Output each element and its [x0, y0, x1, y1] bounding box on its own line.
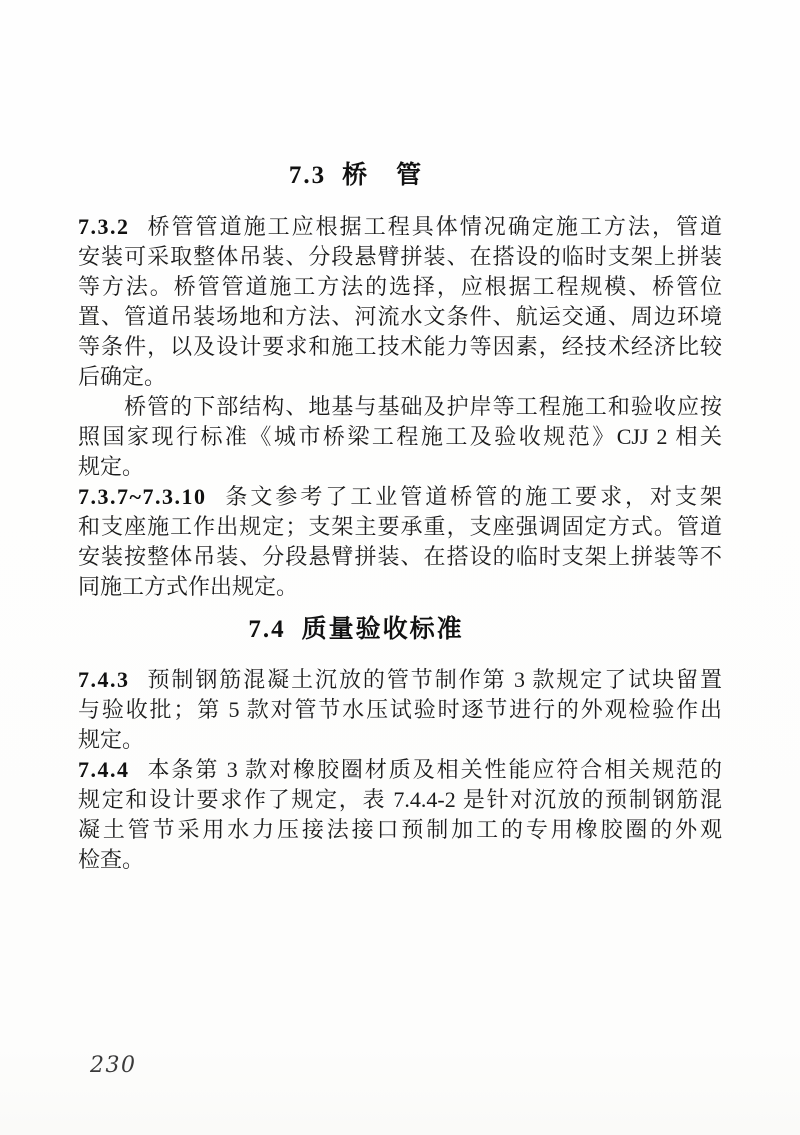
- line-text: 本条第 3 款对橡胶圈材质及相关性能应符合相关规范的: [145, 757, 722, 782]
- clause-number: 7.3.2: [78, 214, 130, 239]
- section-number: 7.4: [248, 616, 286, 643]
- text-line: [78, 422, 722, 452]
- text-line: [78, 302, 722, 332]
- text-line: [78, 392, 722, 422]
- text-line: [78, 542, 722, 572]
- page-number: 230: [90, 1053, 137, 1078]
- section-heading: [78, 160, 722, 192]
- section-number: 7.3: [288, 162, 327, 189]
- section-title: 质量验收标准: [301, 616, 464, 643]
- line-text: 和支座施工作出规定；支架主要承重，支座强调固定方式。管道: [78, 514, 722, 539]
- text-line: [78, 512, 722, 542]
- line-text: 等方法。桥管管道施工方法的选择，应根据工程规模、桥管位: [78, 274, 722, 299]
- text-line: [78, 845, 722, 875]
- line-text: 桥管的下部结构、地基与基础及护岸等工程施工和验收应按: [78, 394, 722, 419]
- line-text: 同施工方式作出规定。: [78, 574, 299, 599]
- text-line: [78, 332, 722, 362]
- line-text: 规定和设计要求作了规定，表 7.4.4-2 是针对沉放的预制钢筋混: [78, 787, 722, 812]
- text-line: [78, 785, 722, 815]
- text-line: [78, 572, 722, 602]
- line-text: 预制钢筋混凝土沉放的管节制作第 3 款规定了试块留置: [145, 667, 722, 692]
- text-line: [78, 452, 722, 482]
- text-line: [78, 272, 722, 302]
- text-line: [78, 725, 722, 755]
- line-text: 安装按整体吊装、分段悬臂拼装、在搭设的临时支架上拼装等不: [78, 544, 722, 569]
- clause-number: 7.3.7~7.3.10: [78, 484, 207, 509]
- text-line: [78, 242, 722, 272]
- line-text: 安装可采取整体吊装、分段悬臂拼装、在搭设的临时支架上拼装: [78, 244, 722, 269]
- line-text: 桥管管道施工应根据工程具体情况确定施工方法，管道: [145, 214, 722, 239]
- section-heading: [78, 614, 722, 646]
- line-text: 规定。: [78, 727, 145, 752]
- line-text: 条文参考了工业管道桥管的施工要求，对支架: [222, 484, 722, 509]
- text-line: [78, 755, 722, 785]
- line-text: 检查。: [78, 847, 145, 872]
- text-line: [78, 665, 722, 695]
- line-text: 置、管道吊装场地和方法、河流水文条件、航运交通、周边环境: [78, 304, 722, 329]
- line-text: 与验收批；第 5 款对管节水压试验时逐节进行的外观检验作出: [78, 697, 722, 722]
- line-text: 后确定。: [78, 364, 167, 389]
- line-text: 凝土管节采用水力压接法接口预制加工的专用橡胶圈的外观: [78, 817, 722, 842]
- line-text: 等条件，以及设计要求和施工技术能力等因素，经技术经济比较: [78, 334, 722, 359]
- text-line: [78, 362, 722, 392]
- text-line: [78, 212, 722, 242]
- text-column: [78, 160, 722, 875]
- text-line: [78, 482, 722, 512]
- line-text: 照国家现行标准《城市桥梁工程施工及验收规范》CJJ 2 相关: [78, 424, 722, 449]
- clause-number: 7.4.4: [78, 757, 130, 782]
- clause-number: 7.4.3: [78, 667, 130, 692]
- section-title: 桥 管: [342, 162, 424, 189]
- text-line: [78, 815, 722, 845]
- line-text: 规定。: [78, 454, 145, 479]
- text-line: [78, 695, 722, 725]
